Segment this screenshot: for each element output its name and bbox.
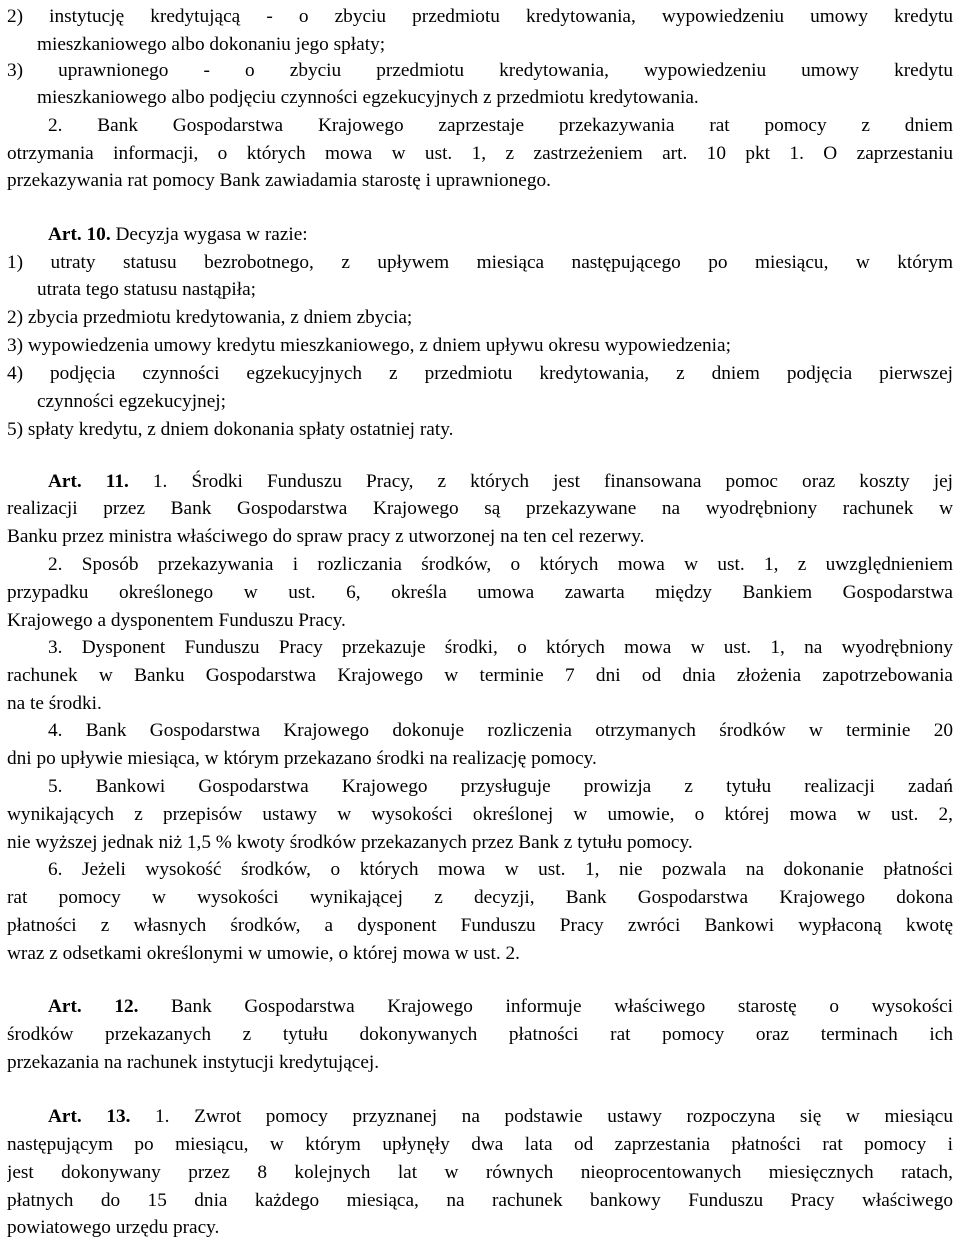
text-line: dni po upływie miesiąca, w którym przekazano środki na realizację pomocy. xyxy=(7,748,597,769)
text-line: mieszkaniowego albo dokonaniu jego spłaty; xyxy=(37,34,386,55)
article-13-heading xyxy=(48,1104,953,1130)
list-item: 1) utraty statusu bezrobotnego, z upływem miesiąca następującego po miesiącu, w którym xyxy=(7,252,953,273)
text-line: Banku przez ministra właściwego do spraw pracy z utworzonej na ten cel rezerwy. xyxy=(7,526,645,547)
list-item: czynności egzekucyjnej; xyxy=(37,391,226,412)
text-line: płatności z własnych środków, a dysponent Funduszu Pracy zwróci Bankowi wypłaconą kwotę xyxy=(7,915,953,936)
text-line: przekazywania rat pomocy Bank zawiadamia starostę i uprawnionego. xyxy=(7,170,551,191)
text-line: otrzymania informacji, o których mowa w ust. 1, z zastrzeżeniem art. 10 pkt 1. O zaprzestaniu xyxy=(7,143,953,164)
text-line: 1. Zwrot pomocy przyznanej na podstawie ustawy rozpoczyna się w miesiącu xyxy=(130,1106,953,1127)
text-line: 3. Dysponent Funduszu Pracy przekazuje środki, o których mowa w ust. 1, na wyodrębniony xyxy=(48,637,953,658)
text-line: 1. Środki Funduszu Pracy, z których jest finansowana pomoc oraz koszty jej xyxy=(128,471,953,492)
text-line: 2. Sposób przekazywania i rozliczania środków, o których mowa w ust. 1, z uwzględnieniem xyxy=(48,554,953,575)
text-line: jest dokonywany przez 8 kolejnych lat w równych nieoprocentowanych miesięcznych ratach, xyxy=(7,1162,953,1183)
article-number: Art. 12. xyxy=(48,996,139,1017)
text-line: środków przekazanych z tytułu dokonywanych płatności rat pomocy oraz terminach ich xyxy=(7,1024,953,1045)
text-line: na te środki. xyxy=(7,693,102,714)
text-line: Krajowego a dysponentem Funduszu Pracy. xyxy=(7,610,346,631)
list-item: 3) wypowiedzenia umowy kredytu mieszkaniowego, z dniem upływu okresu wypowiedzenia; xyxy=(7,335,731,356)
text-line: powiatowego urzędu pracy. xyxy=(7,1217,220,1238)
list-item: 5) spłaty kredytu, z dniem dokonania spłaty ostatniej raty. xyxy=(7,419,454,440)
text-line: przekazania na rachunek instytucji kredytującej. xyxy=(7,1052,380,1073)
text-line: 4. Bank Gospodarstwa Krajowego dokonuje rozliczenia otrzymanych środków w terminie 20 xyxy=(48,720,953,741)
article-number: Art. 11. xyxy=(48,471,129,492)
text-line: realizacji przez Bank Gospodarstwa Krajowego są przekazywane na wyodrębniony rachunek w xyxy=(7,498,953,519)
text-line: 3) uprawnionego - o zbyciu przedmiotu kredytowania, wypowiedzeniu umowy kredytu xyxy=(7,60,953,81)
text-line: następującym po miesiącu, w którym upłynęły dwa lata od zaprzestania płatności rat pomocy i xyxy=(7,1134,953,1155)
list-item: utrata tego statusu nastąpiła; xyxy=(37,279,256,300)
text-line: 2. Bank Gospodarstwa Krajowego zaprzestaje przekazywania rat pomocy z dniem xyxy=(48,115,953,136)
article-11-heading xyxy=(48,469,953,495)
text-line: płatnych do 15 dnia każdego miesiąca, na rachunek bankowy Funduszu Pracy właściwego xyxy=(7,1190,953,1211)
text-line: Bank Gospodarstwa Krajowego informuje właściwego starostę o wysokości xyxy=(138,996,953,1017)
text-line: wynikających z przepisów ustawy w wysokości określonej w umowie, o której mowa w ust. 2, xyxy=(7,804,953,825)
text-line: wraz z odsetkami określonymi w umowie, o której mowa w ust. 2. xyxy=(7,943,520,964)
article-number: Art. 10. xyxy=(48,224,111,245)
text-line: rachunek w Banku Gospodarstwa Krajowego w terminie 7 dni od dnia złożenia zapotrzebowania xyxy=(7,665,953,686)
text-line: przypadku określonego w ust. 6, określa umowa zawarta między Bankiem Gospodarstwa xyxy=(7,582,953,603)
text-line: nie wyższej jednak niż 1,5 % kwoty środków przekazanych przez Bank z tytułu pomocy. xyxy=(7,832,693,853)
text-line: mieszkaniowego albo podjęciu czynności egzekucyjnych z przedmiotu kredytowania. xyxy=(37,87,699,108)
article-number: Art. 13. xyxy=(48,1106,131,1127)
text-line: 6. Jeżeli wysokość środków, o których mowa w ust. 1, nie pozwala na dokonanie płatności xyxy=(48,859,953,880)
text-line: 2) instytucję kredytującą - o zbyciu przedmiotu kredytowania, wypowiedzeniu umowy kredytu xyxy=(7,6,953,27)
article-10-heading xyxy=(48,222,953,248)
list-item: 4) podjęcia czynności egzekucyjnych z przedmiotu kredytowania, z dniem podjęcia pierwszej xyxy=(7,363,953,384)
text-line: rat pomocy w wysokości wynikającej z decyzji, Bank Gospodarstwa Krajowego dokona xyxy=(7,887,953,908)
list-item: 2) zbycia przedmiotu kredytowania, z dniem zbycia; xyxy=(7,307,413,328)
text-line: Decyzja wygasa w razie: xyxy=(110,224,308,245)
text-line: 5. Bankowi Gospodarstwa Krajowego przysługuje prowizja z tytułu realizacji zadań xyxy=(48,776,953,797)
article-12-heading xyxy=(48,994,953,1020)
